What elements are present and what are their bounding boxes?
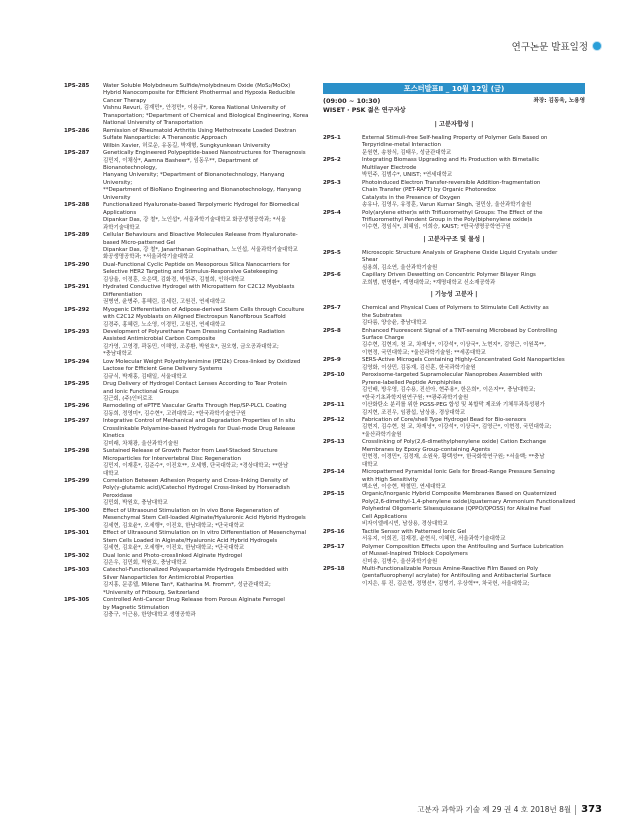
entry-line: 김충구, 이근용, 한양대학교 생명공학과 bbox=[103, 612, 196, 619]
entry-code: 1PS-294 bbox=[64, 358, 90, 365]
entry-code: 1PS-288 bbox=[64, 202, 90, 209]
entry-line: Microparticles for Intervertebral Disc Regeneration bbox=[103, 455, 241, 462]
entry-body bbox=[103, 128, 312, 150]
entry-line: 김민지, 이채상*, Aamna Basheer*, 임동우**, Department of Bionanotechnology, bbox=[103, 157, 258, 171]
entry-line: 김세현, 김호윤*, 오세행*, 이진호, 한남대학교; *단국대학교 bbox=[103, 522, 245, 529]
abstract-entry bbox=[323, 491, 585, 528]
entry-body bbox=[103, 232, 312, 262]
entry-body bbox=[103, 553, 312, 568]
entry-line: 이산화탄소 분리를 위한 PGSS-PEG 합성 및 복합막 제조와 기체투과특성평가 bbox=[362, 402, 545, 409]
entry-code: 2PS-18 bbox=[323, 566, 345, 573]
entry-line: Cell Applications bbox=[362, 513, 408, 520]
entry-line: **Department of BioNano Engineering and Bionanotechnology, Hanyang bbox=[103, 187, 301, 194]
entry-line: 김인배, 방우영, 김수용, 진선아, 현주용*, 한은희*, 이은지**, 충남대학교; bbox=[362, 387, 536, 394]
entry-body bbox=[103, 418, 312, 448]
entry-line: Controlled Anti-Cancer Drug Release from Porous Alginate Ferrogel bbox=[103, 597, 285, 604]
entry-line: Selective HER2 Targeting and Stimulus-Responsive Gatekeeping bbox=[103, 269, 278, 276]
entry-code: 1PS-301 bbox=[64, 530, 90, 537]
abstract-entry bbox=[64, 508, 312, 530]
entry-body bbox=[103, 530, 312, 552]
entry-line: Capillary Driven Dewetting on Concentric Polymer Bilayer Rings bbox=[362, 272, 536, 279]
entry-body bbox=[362, 272, 585, 287]
entry-code: 2PS-9 bbox=[323, 357, 341, 364]
entry-body bbox=[103, 307, 312, 329]
entry-code: 1PS-291 bbox=[64, 284, 90, 291]
entry-line: Development of Polyurethane Foam Dressing Containing Radiation bbox=[103, 328, 285, 335]
entry-line: with High Sensitivity bbox=[362, 476, 418, 483]
entry-line: 김다름, 양승윤, 충남대학교 bbox=[362, 320, 427, 327]
entry-code: 1PS-287 bbox=[64, 150, 90, 157]
entry-line: 김동희, 정영미*, 김수현*, 고려대학교; *한국과학기술연구원 bbox=[103, 410, 246, 417]
abstract-entry bbox=[64, 232, 312, 262]
entry-line: Vishnu Revuri, 김재민*, 안정민*, 이용규*, Korea National University of bbox=[103, 105, 286, 112]
entry-code: 1PS-297 bbox=[64, 418, 90, 425]
entry-line: Hybrid Nanocomposite for Efficient Phothermal and Hypoxia Reducible bbox=[103, 90, 296, 97]
entry-line: *울산과학기술원 bbox=[362, 431, 402, 438]
entry-line: Low Molecular Weight Polyethylenimine (PEI2k) Cross-linked by Oxidized bbox=[103, 358, 301, 365]
abstract-entry bbox=[323, 402, 585, 417]
entry-line: 조희범, 변명환*, 계명대학교; *계명대학교 신소재공학과 bbox=[362, 279, 496, 286]
entry-line: Drug Delivery of Hydrogel Contact Lenses According to Tear Protein bbox=[103, 381, 287, 388]
entry-line: Tactile Sensor with Patterned Ionic Gel bbox=[362, 528, 467, 535]
entry-line: Genetically Engineered Polypeptide-based Nanostructures for Theragnosis bbox=[103, 150, 306, 157]
abstract-entry bbox=[323, 372, 585, 402]
entry-code: 1PS-293 bbox=[64, 328, 90, 335]
entry-code: 1PS-292 bbox=[64, 306, 90, 313]
entry-line: 과학기술대학교 bbox=[103, 224, 140, 231]
entry-line: Organic/Inorganic Hybrid Composite Membranes Based on Quaternized bbox=[362, 491, 557, 498]
entry-line: Integrating Biomass Upgrading and H₂ Production with Bimetallic bbox=[362, 157, 540, 164]
entry-line: 박민주, 김범수*, UNIST; *연세대학교 bbox=[362, 172, 453, 179]
entry-line: Integrative Control of Mechanical and Degradation Properties of In situ bbox=[103, 418, 296, 425]
session-time: (09:00 ~ 10:30) bbox=[323, 97, 381, 105]
entry-body bbox=[362, 491, 585, 528]
entry-code: 1PS-305 bbox=[64, 597, 90, 604]
entry-line: Trifluoromethyl Pendent Group in the Poly(biphenylene oxide)s bbox=[362, 216, 533, 223]
entry-line: 김경주, 홍혜린, 노소영, 이경민, 고원건, 연세대학교 bbox=[103, 321, 226, 328]
entry-line: 화공생명공학과; *서울과학기술대학교 bbox=[103, 254, 194, 261]
abstract-entry bbox=[323, 210, 585, 232]
entry-body bbox=[103, 284, 312, 306]
abstract-entry bbox=[64, 329, 312, 359]
entry-body bbox=[362, 529, 585, 544]
entry-line: Transportation; *Department of Chemical and Biological Engineering, Korea bbox=[103, 112, 309, 119]
entry-line: Cancer Therapy bbox=[103, 97, 147, 104]
entry-body bbox=[362, 417, 585, 439]
entry-line: 문원현, 송창식, 김태우, 성균관대학교 bbox=[362, 149, 452, 156]
entry-body bbox=[362, 210, 585, 232]
entry-line: University bbox=[103, 194, 131, 201]
entry-line: Catalysts in the Presence of Oxygen bbox=[362, 194, 461, 201]
entry-line: 비자이엘레시빈, 남상용, 경상대학교 bbox=[362, 521, 448, 528]
entry-line: Silver Nanoparticles for Antimicrobial Properties bbox=[103, 574, 234, 581]
entry-line: 신미송, 김병수, 울산과학기술원 bbox=[362, 558, 438, 565]
right-entries bbox=[323, 121, 585, 588]
entry-line: Mesenchymal Stem Cell-loaded Alginate/Hyaluronic Acid Hybrid Hydrogels bbox=[103, 515, 306, 522]
session-chair: 좌장: 김동욱, 노용영 bbox=[533, 98, 585, 104]
entry-line: Effect of Ultrasound Stimulation on In vitro Differentiation of Mesenchymal bbox=[103, 530, 307, 537]
entry-line: Fabrication of Core/shell Type Hydrogel Bead for Bio-sensors bbox=[362, 416, 527, 423]
entry-line: Dual-Functional Cyclic Peptide on Mesoporous Silica Nanocarriers for bbox=[103, 261, 290, 268]
entry-line: Poly(2,6-dimethyl-1,4-phenylene oxide)/quaternary Ammonium Functionalized bbox=[362, 498, 576, 505]
abstract-entry bbox=[323, 566, 585, 588]
entry-line: Micropatterned Pyramidal Ionic Gels for Broad-Range Pressure Sensing bbox=[362, 469, 555, 476]
entry-line: Remission of Rheumatoid Arthritis Using Methotrexate Loaded Dextran bbox=[103, 127, 297, 134]
entry-code: 2PS-13 bbox=[323, 439, 345, 446]
entry-code: 1PS-303 bbox=[64, 567, 90, 574]
entry-body bbox=[362, 469, 585, 491]
entry-line: Enhanced Fluorescent Signal of a TNT-sensing Microbead by Controlling bbox=[362, 327, 558, 334]
entry-line: Wilbin Xavier, 허로운, 유동길, 박재형, Sungkyunkwan University bbox=[103, 142, 271, 149]
entry-line: Chemical and Physical Cues of Polymers to Stimulate Cell Activity as bbox=[362, 305, 549, 312]
abstract-entry bbox=[64, 381, 312, 403]
entry-body bbox=[103, 262, 312, 284]
entry-line: External Stimuli-free Self-healing Property of Polymer Gels Based on bbox=[362, 135, 548, 141]
entry-line: (pentafluorophenyl acrylate) for Antifouling and Antibacterial Surface bbox=[362, 573, 551, 580]
entry-line: the Substrates bbox=[362, 312, 402, 319]
entry-line: 대학교 bbox=[103, 470, 119, 477]
entry-body bbox=[103, 597, 312, 619]
entry-line: 이지은, 류 진, 김은현, 정명선*, 김병기, 우상혁**, 차국헌, 서울대학교; bbox=[362, 580, 530, 587]
entry-line: Multilayer Electrode bbox=[362, 164, 417, 171]
entry-code: 1PS-298 bbox=[64, 448, 90, 455]
abstract-entry bbox=[323, 135, 585, 157]
left-column bbox=[64, 83, 312, 620]
entry-line: Sulfate Nanoparticle: A Theranostic Approach bbox=[103, 135, 228, 142]
entry-body bbox=[362, 157, 585, 179]
entry-line: with C2C12 Myoblasts on Aligned Electrospun Nanofibrous Scaffold bbox=[103, 314, 286, 321]
entry-code: 2PS-10 bbox=[323, 372, 345, 379]
entry-line: and Ionic Functional Groups bbox=[103, 388, 179, 395]
abstract-entry bbox=[323, 439, 585, 469]
abstract-entry bbox=[64, 359, 312, 381]
entry-line: *University of Fribourg, Switzerland bbox=[103, 589, 200, 596]
entry-line: *한국기초과학지원연구원; **광주과학기술원 bbox=[362, 394, 469, 401]
abstract-entry bbox=[323, 417, 585, 439]
entry-line: 김영화, 이상민, 김동재, 김신훈, 한국과학기술원 bbox=[362, 364, 476, 371]
entry-line: Multi-Functionalizable Porous Amine-Reactive Film Based on Poly bbox=[362, 566, 539, 573]
entry-line: 송유나, 김영우, 유정훈, Varun Kumar Singh, 권민상, 울산과학기술원 bbox=[362, 202, 532, 209]
entry-body bbox=[103, 329, 312, 359]
abstract-entry bbox=[323, 250, 585, 272]
entry-line: Kinetics bbox=[103, 433, 125, 440]
abstract-entry bbox=[64, 128, 312, 150]
entry-code: 2PS-14 bbox=[323, 469, 345, 476]
entry-line: Crosslinking of Poly(2,6-dimethylphenylene oxide) Cation Exchange bbox=[362, 439, 547, 446]
entry-line: Terpyridine-metal Interaction bbox=[362, 142, 441, 149]
page-header bbox=[512, 39, 602, 53]
entry-code: 1PS-296 bbox=[64, 403, 90, 410]
entry-line: Differentiation bbox=[103, 291, 143, 298]
entry-body bbox=[362, 439, 585, 469]
entry-body bbox=[103, 359, 312, 381]
entry-line: Membranes by Epoxy Group-containing Agents bbox=[362, 446, 491, 453]
footer-journal: 고분자 과학과 기술 제 29 권 4 호 2018년 8월 bbox=[417, 805, 572, 814]
entry-line: *충남대학교 bbox=[103, 351, 132, 358]
entry-line: based Micro-patterned Gel bbox=[103, 239, 176, 246]
entry-body bbox=[362, 180, 585, 210]
entry-line: 김상율, 이정훈, 오은택, 김화경, 박한주, 김철희, 인하대학교 bbox=[103, 276, 245, 283]
footer-divider bbox=[575, 805, 576, 815]
entry-line: 김미래, 차채광, 울산과학기술원 bbox=[103, 440, 179, 447]
entry-body bbox=[103, 202, 312, 232]
header-title: 연구논문 발표일정 bbox=[511, 42, 588, 53]
category-heading: | 고분자합성 | bbox=[434, 121, 474, 128]
entry-code: 1PS-295 bbox=[64, 381, 90, 388]
entry-line: 김은우, 김민회, 박원호, 충남대학교 bbox=[103, 560, 187, 566]
right-column bbox=[323, 83, 585, 588]
entry-line: of Mussel-Inspired Triblock Copolymers bbox=[362, 551, 468, 558]
entry-line: Photoinduced Electron Transfer-reversible Addition-fragmentation bbox=[362, 179, 541, 186]
entry-line: Poly(γ-glutamic acid)/Catechol Hydrogel Cross-linked by Horseradish bbox=[103, 485, 290, 492]
entry-code: 1PS-299 bbox=[64, 478, 90, 485]
abstract-entry bbox=[64, 284, 312, 306]
entry-line: 심용희, 김소연, 울산과학기술원 bbox=[362, 264, 438, 271]
page-footer bbox=[417, 804, 602, 815]
entry-code: 2PS-8 bbox=[323, 327, 341, 334]
category-heading: | 고분자구조 및 물성 | bbox=[423, 235, 485, 243]
entry-line: SERS-Active Microgels Containing Highly-Concentrated Gold Nanoparticles bbox=[362, 357, 565, 364]
entry-line: 김세현, 김호윤*, 오세행*, 이진호, 한남대학교; *단국대학교 bbox=[103, 545, 245, 552]
entry-line: Myogenic Differentiation of Adipose-derived Stem Cells through Coculture bbox=[103, 306, 305, 313]
abstract-entry bbox=[323, 328, 585, 358]
entry-code: 2PS-3 bbox=[323, 179, 341, 186]
abstract-entry bbox=[64, 418, 312, 448]
entry-line: Polyhedral Oligomeric Silsesquioxane (QPPO/QPOSS) for Alkaline Fuel bbox=[362, 506, 551, 513]
abstract-entry bbox=[323, 305, 585, 327]
entry-code: 2PS-11 bbox=[323, 402, 345, 409]
entry-line: Stem Cells Loaded in Alginate/Hyaluronic Acid Hybrid Hydrogels bbox=[103, 537, 278, 544]
entry-body bbox=[362, 357, 585, 372]
entry-line: Polymer Composition Effects upon the Antifouling and Surface Lubrication bbox=[362, 543, 564, 550]
abstract-entry bbox=[323, 180, 585, 210]
entry-line: 김가영, 고영경, 곽동민, 이해영, 조종환, 박원호*, 권오형, 금오공과대학교; bbox=[103, 343, 279, 350]
abstract-entry bbox=[64, 530, 312, 552]
entry-line: Dipankar Das, 강 철*, 노인섭*, 서울과학기술대학교 화공생명공학과; *서울 bbox=[103, 217, 286, 224]
session-info bbox=[323, 97, 585, 106]
abstract-entry bbox=[64, 262, 312, 284]
entry-body bbox=[362, 135, 585, 157]
entry-line: 김현지, 김수현, 천 교, 차재녕*, 이강석*, 이상국*, 김영근*, 이현정, 국민대학교; bbox=[362, 424, 552, 431]
entry-code: 2PS-5 bbox=[323, 249, 341, 256]
entry-line: 김지현, 조진우, 임광섭, 남상용, 경상대학교 bbox=[362, 409, 466, 416]
entry-body bbox=[362, 305, 585, 327]
entry-code: 2PS-6 bbox=[323, 272, 341, 279]
abstract-entry bbox=[64, 567, 312, 597]
page-number: 373 bbox=[581, 804, 602, 815]
entry-code: 2PS-17 bbox=[323, 543, 345, 550]
circle-bullet-icon bbox=[592, 41, 602, 51]
entry-line: Correlation Between Adhesion Property and Cross-linking Density of bbox=[103, 478, 288, 485]
entry-line: 김지홍, 문종웹, Milene Tan*, Katharina M. Fromm*, 성균관대학교; bbox=[103, 582, 271, 589]
abstract-entry bbox=[323, 357, 585, 372]
entry-body bbox=[362, 566, 585, 588]
entry-line: Effect of Ultrasound Stimulation on In vivo Bone Regeneration of bbox=[103, 507, 279, 514]
entry-body bbox=[362, 372, 585, 402]
entry-line: 백소연, 이승현, 박철민, 연세대학교 bbox=[362, 484, 446, 491]
entry-line: Crosslinkable Polyamine-based Hydrogels for Dual-mode Drug Release bbox=[103, 425, 296, 432]
entry-code: 1PS-290 bbox=[64, 261, 90, 268]
entry-code: 2PS-16 bbox=[323, 528, 345, 535]
entry-line: Catechol-Functionalized Polyaspartamide Hydrogels Embedded with bbox=[103, 567, 289, 574]
abstract-entry bbox=[323, 469, 585, 491]
entry-code: 2PS-15 bbox=[323, 491, 345, 498]
entry-code: 1PS-285 bbox=[64, 83, 90, 89]
entry-line: Pyrene-labelled Peptide Amphiphiles bbox=[362, 379, 462, 386]
entry-body bbox=[362, 402, 585, 417]
entry-line: Peroxidase bbox=[103, 492, 133, 499]
entry-line: 김민지, 이재훈*, 김준수*, 이진호**, 오세행, 단국대학교; *경상대학교; **한남 bbox=[103, 463, 289, 470]
entry-body bbox=[362, 328, 585, 358]
entry-line: Hydrated Conductive Hydrogel with Micropattern for C2C12 Myoblasts bbox=[103, 284, 295, 291]
abstract-entry bbox=[323, 272, 585, 287]
abstract-entry bbox=[323, 529, 585, 544]
entry-line: Dual Ionic and Photo-crosslinked Alginate Hydrogel bbox=[103, 552, 243, 559]
entry-line: 이수현, 정임식*, 최혜임, 이희승, KAIST; *한국생명공학연구원 bbox=[362, 224, 511, 231]
entry-body bbox=[362, 544, 585, 566]
entry-line: Water Soluble Molybdneum Sulfide/molybdneum Oxide (MoS₂/MoOx) bbox=[103, 83, 291, 89]
abstract-entry bbox=[64, 553, 312, 568]
entry-body bbox=[103, 381, 312, 403]
entry-line: by Magnetic Stimulation bbox=[103, 604, 170, 611]
entry-code: 2PS-7 bbox=[323, 305, 341, 312]
entry-line: 대학교 bbox=[362, 461, 378, 468]
entry-line: Surface Charge bbox=[362, 334, 404, 341]
entry-line: Hanyang University; *Department of Bionanotechnology, Hanyang University; bbox=[103, 172, 285, 186]
entry-line: Shear bbox=[362, 257, 378, 264]
entry-line: Peroxisome-targeted Supramolecular Nanoprobes Assembled with bbox=[362, 372, 543, 379]
entry-line: Lactose for Efficient Gene Delivery Systems bbox=[103, 366, 223, 373]
entry-line: Assisted Antimicrobial Carbon Composite bbox=[103, 336, 216, 343]
entry-code: 1PS-300 bbox=[64, 507, 90, 514]
abstract-entry bbox=[64, 448, 312, 478]
entry-code: 1PS-289 bbox=[64, 232, 90, 239]
entry-body bbox=[362, 250, 585, 272]
entry-line: 김근회, (주)인터로조 bbox=[103, 396, 153, 403]
entry-line: Dipankar Das, 강 철*, Janarthanan Gopinathan, 노인섭, 서울과학기술대학교 bbox=[103, 246, 298, 253]
entry-code: 2PS-12 bbox=[323, 416, 345, 423]
abstract-entry bbox=[64, 478, 312, 508]
entry-code: 2PS-2 bbox=[323, 157, 341, 164]
entry-line: Poly(arylene ether)s with Trifluoromethyl Groups: The Effect of the bbox=[362, 209, 543, 216]
entry-line: Functionalized Hyaluronate-based Terpolymeric Hydrogel for Biomedical bbox=[103, 202, 300, 209]
entry-body bbox=[103, 478, 312, 508]
entry-code: 1PS-302 bbox=[64, 552, 90, 559]
abstract-entry bbox=[323, 157, 585, 179]
entry-code: 2PS-1 bbox=[323, 135, 341, 141]
entry-line: 민현정, 이경민*, 김정재, 소원욱, 황택성**, 한국화학연구원; *서울백; **충남 bbox=[362, 454, 545, 461]
abstract-entry bbox=[64, 307, 312, 329]
entry-body bbox=[103, 448, 312, 478]
abstract-entry bbox=[64, 150, 312, 202]
entry-line: 서유지, 이희진, 김재경, 윤현식, 이혜민, 서울과학기술대학교 bbox=[362, 536, 506, 543]
entry-body bbox=[103, 150, 312, 202]
entry-code: 2PS-4 bbox=[323, 209, 341, 216]
category-heading: | 기능성 고분자 | bbox=[430, 291, 478, 299]
entry-body bbox=[103, 508, 312, 530]
entry-line: 김수현, 김현지, 천 교, 차재녕*, 이강석*, 이상국*, 노현지*, 김영근, 이원목**, bbox=[362, 342, 546, 349]
entry-line: Microscopic Structure Analysis of Graphene Oxide Liquid Crystals under bbox=[362, 249, 558, 256]
entry-line: National University of Transportation bbox=[103, 120, 203, 127]
entry-body bbox=[103, 567, 312, 597]
entry-body bbox=[103, 403, 312, 418]
abstract-entry bbox=[323, 544, 585, 566]
abstract-entry bbox=[64, 202, 312, 232]
entry-line: Sustained Release of Growth Factor from Leaf-Stacked Structure bbox=[103, 448, 278, 455]
entry-line: 이현정, 국민대학교; *울산과학기술원; **세종대학교 bbox=[362, 349, 486, 356]
entry-line: Applications bbox=[103, 209, 137, 216]
abstract-entry bbox=[64, 597, 312, 619]
abstract-entry bbox=[64, 83, 312, 128]
session-title: 포스터발표Ⅱ _ 10월 12일 (금) bbox=[323, 83, 585, 94]
entry-body bbox=[103, 83, 312, 128]
session-organizer: WISET · PSK 젊은 연구자상 bbox=[323, 107, 406, 114]
entry-line: 김규식, 박재홍, 김태일, 서울대학교 bbox=[103, 373, 187, 380]
entry-line: Chain Transfer (PET-RAFT) by Organic Photoredox bbox=[362, 187, 497, 194]
entry-line: 김민회, 박원호, 충남대학교 bbox=[103, 500, 168, 507]
entry-line: Remodeling of ePTFE Vascular Grafts Through Hep/SP-PLCL Coating bbox=[103, 403, 287, 410]
entry-line: 권병연, 윤병주, 홍혜린, 김세린, 고원건, 연세대학교 bbox=[103, 299, 226, 306]
abstract-entry bbox=[64, 403, 312, 418]
entry-line: Cellular Behaviours and Bioactive Molecules Release from Hyaluronate- bbox=[103, 232, 298, 239]
entry-code: 1PS-286 bbox=[64, 127, 90, 134]
